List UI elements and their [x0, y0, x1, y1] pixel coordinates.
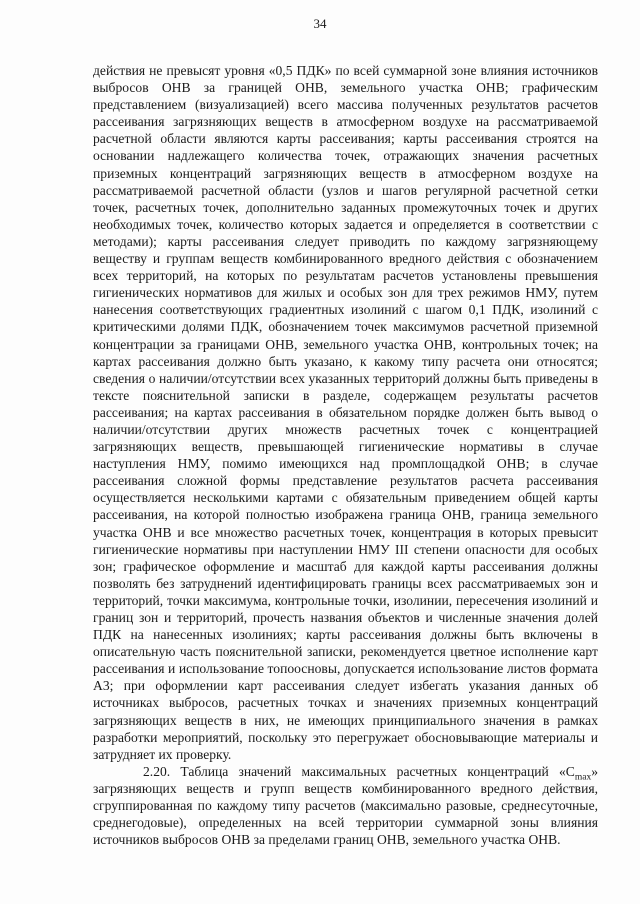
paragraph-continuation: действия не превысят уровня «0,5 ПДК» по всей суммарной зоне влияния источников выбросов ОНВ за границей ОНВ, земельного участка ОНВ; графическим представлением (визуализацией) всего массива полученных результатов расчетов рассеивания загрязняющих веществ в атмосферном воздухе на рассматриваемой расчетной области являются карты рассеивания; карты рассеивания строятся на основании надлежащего количества точек, отражающих значения расчетных приземных концентраций загрязняющих веществ в атмосферном воздухе на рассматриваемой расчетной области (узлов и шагов регулярной расчетной сетки точек, расчетных точек, дополнительно заданных промежуточных точек и других необходимых точек, количество которых задается и определяется в соответствии с методами); карты рассеивания следует приводить по каждому загрязняющему веществу и группам веществ комбинированного вредного действия с обозначением всех территорий, на которых по результатам расчетов установлены превышения гигиенических нормативов для жилых и особых зон для трех режимов НМУ, путем нанесения соответствующих градиентных изолиний с шагом 0,1 ПДК, изолиний с критическими долями ПДК, обозначением точек максимумов расчетной приземной концентрации за границами ОНВ, земельного участка ОНВ, контрольных точек; на картах рассеивания должно быть указано, к какому типу расчета они относятся; сведения о наличии/отсутствии всех указанных территорий должны быть приведены в тексте пояснительной записки в разделе, содержащем результаты расчетов рассеивания; на картах рассеивания в обязательном порядке должен быть вывод о наличии/отсутствии других множеств расчетных точек с концентрацией загрязняющих веществ, превышающей гигиенические нормативы в случае наступления НМУ, помимо имеющихся над промплощадкой ОНВ; в случае рассеивания сложной формы представление результатов расчета рассеивания осуществляется несколькими картами с обязательным приведением общей карты рассеивания, на которой полностью изображена граница ОНВ, граница земельного участка ОНВ и все множество расчетных точек, концентрация в которых превысит гигиенические нормативы при наступлении НМУ III степени опасности для особых зон; графическое оформление и масштаб для каждой карты рассеивания должны позволять без затруднений идентифицировать границы всех рассматриваемых зон и территорий, точки максимума, контрольные точки, изолинии, пересечения изолиний и границ зон и территорий, прочесть названия объектов и численные значения долей ПДК на нанесенных изолиниях; карты рассеивания должны быть включены в описательную часть пояснительной записки, рекомендуется цветное исполнение карт рассеивания и использование топоосновы, допускается использование листов формата А3; при оформлении карт рассеивания следует избегать указания данных об источниках выбросов, расчетных точках и значениях приземных концентраций загрязняющих веществ в них, не имеющих принципиального значения в рамках разработки мероприятий, поскольку это перегружает обосновывающие материалы и затрудняет их проверку. [93, 63, 598, 762]
item-2-20-text-start: 2.20. Таблица значений максимальных расчетных концентраций «C [143, 763, 575, 779]
page-number: 34 [313, 16, 327, 31]
document-body [93, 62, 598, 848]
paragraph-item-2-20 [93, 763, 598, 848]
item-2-20-text-end: » загрязняющих веществ и групп веществ комбинированного вредного действия, сгруппированная по каждому типу расчетов (максимально разовые, среднесуточные, среднегодовые), определенных на всей территории суммарной зоны влияния источников выбросов ОНВ за пределами границ ОНВ, земельного участка ОНВ. [93, 763, 598, 848]
cmax-subscript: max [574, 772, 592, 783]
